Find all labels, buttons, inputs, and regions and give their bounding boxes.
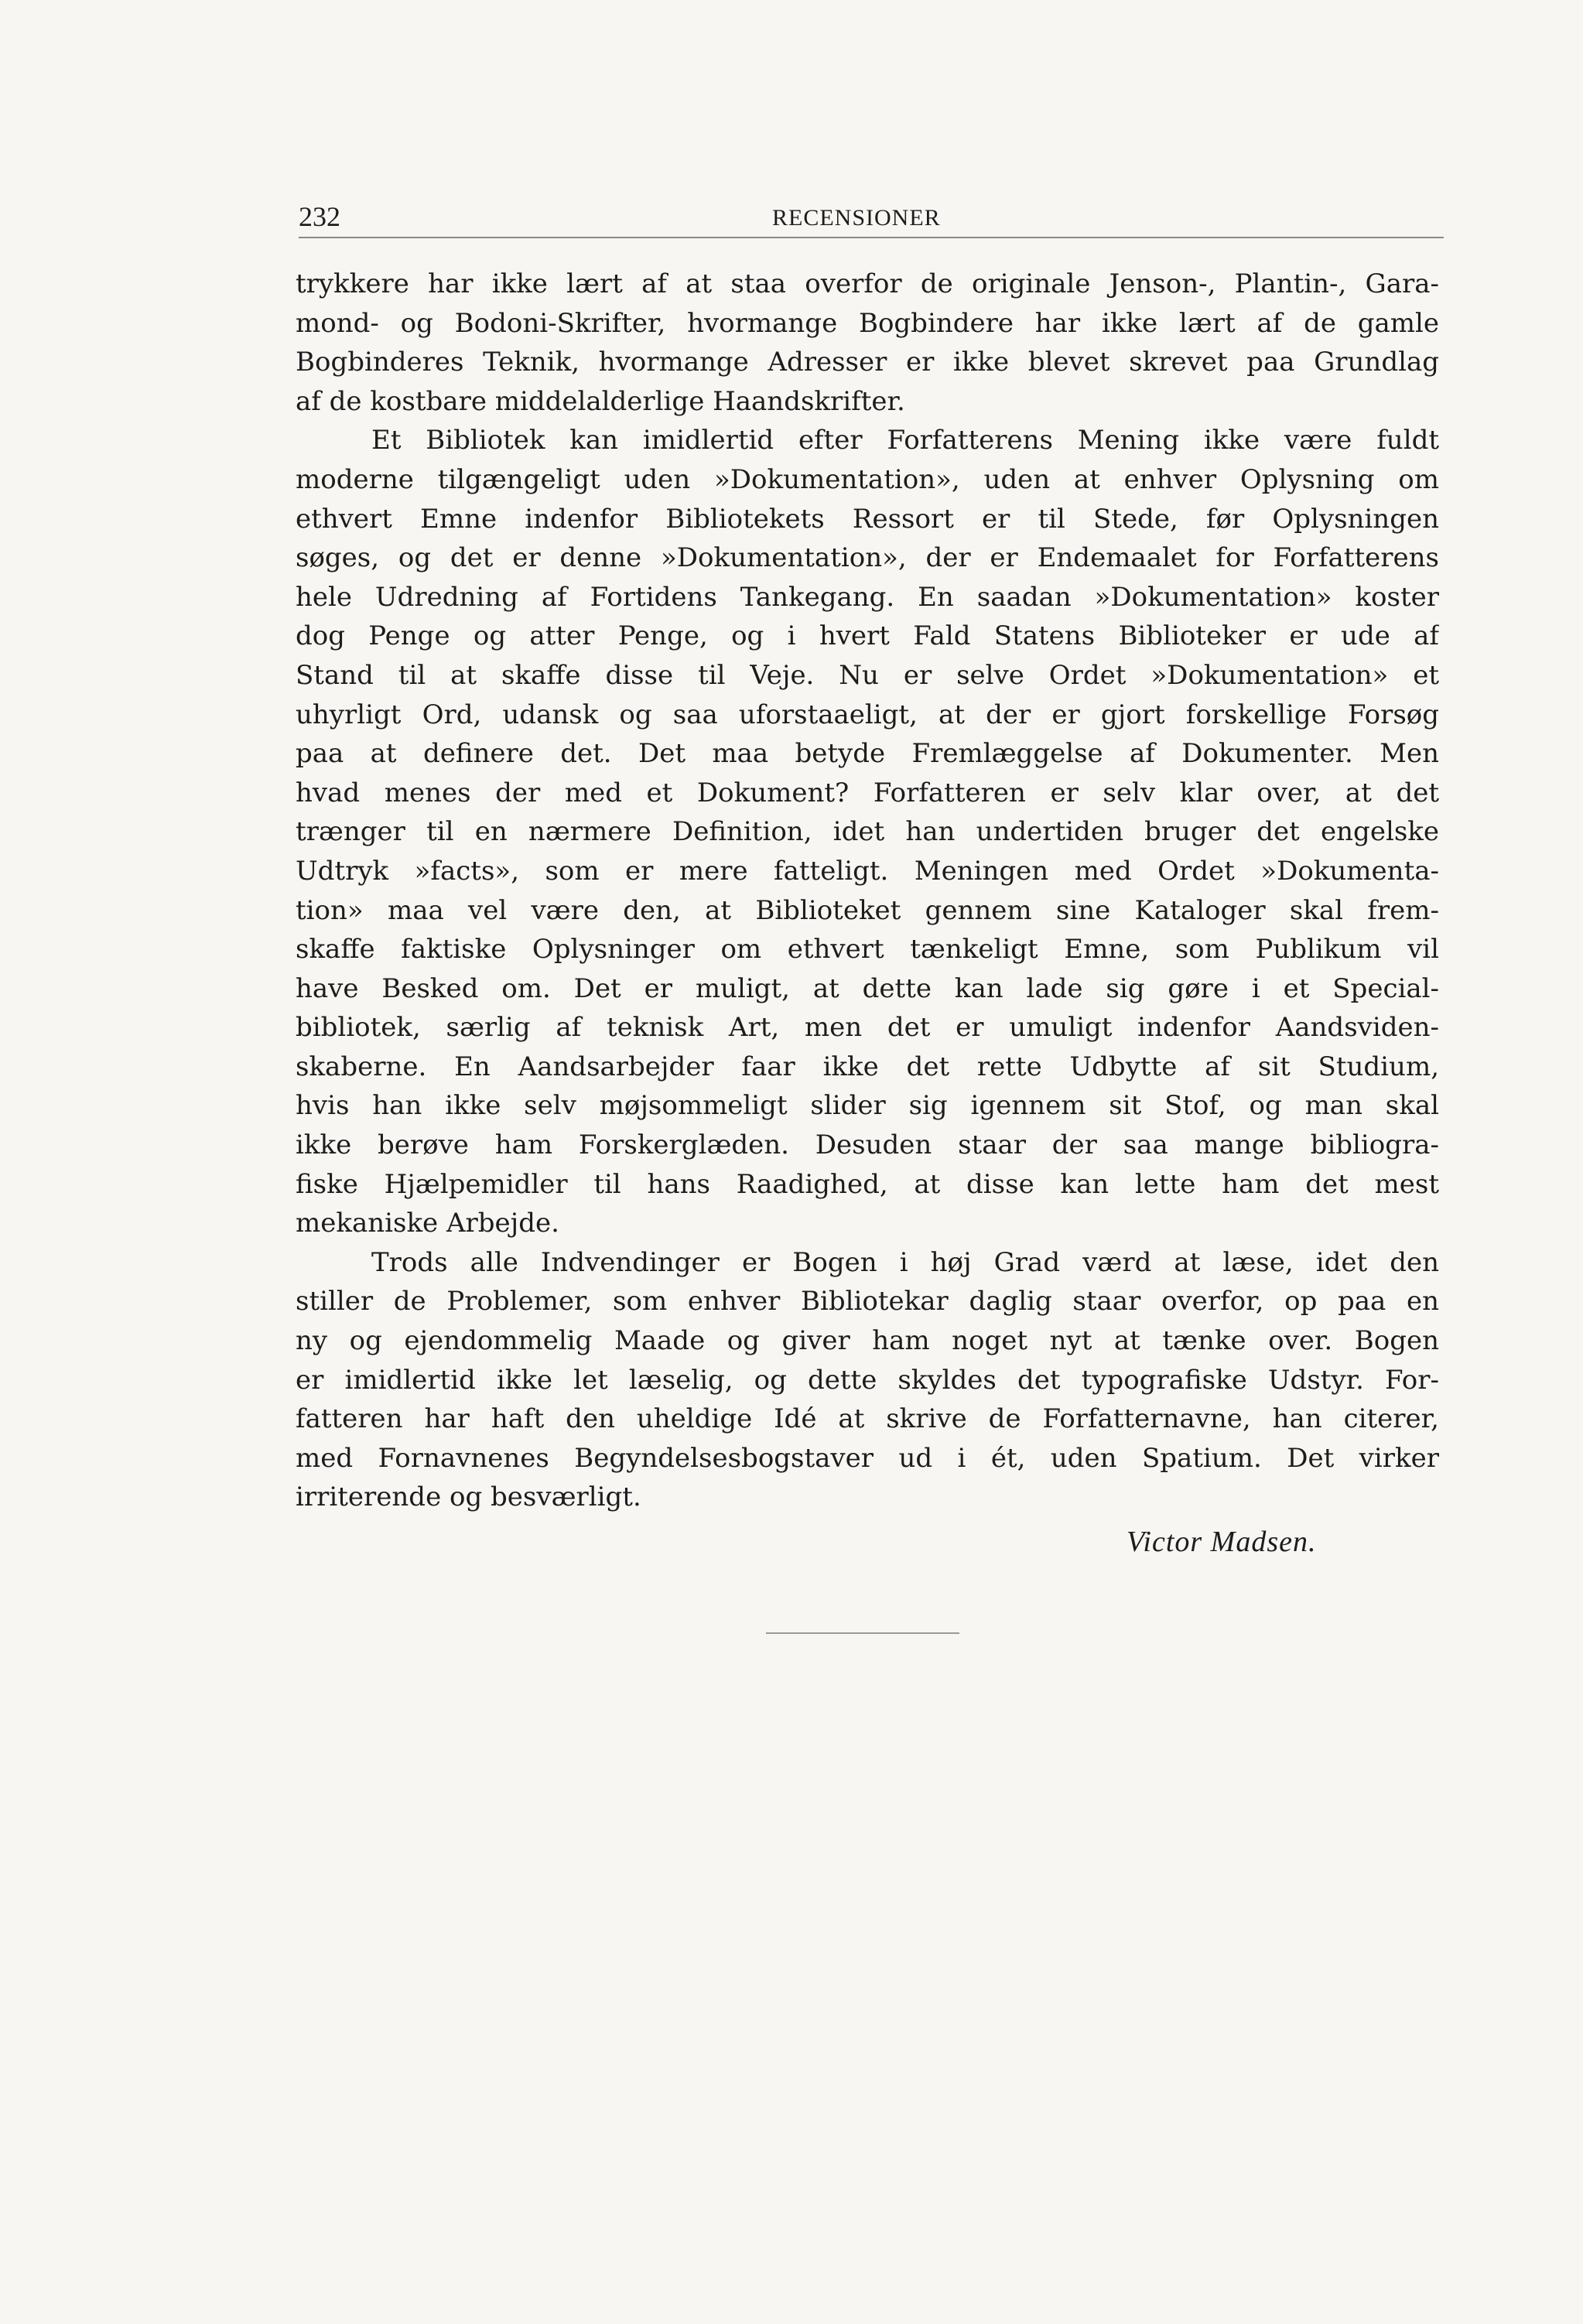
text-line: moderne tilgængeligt uden »Dokumentation», uden at enhver Oplysning om <box>296 463 1439 495</box>
text-line: tion» maa vel være den, at Biblioteket gennem sine Kataloger skal frem- <box>296 894 1439 926</box>
text-line: af de kostbare middelalderlige Haandskrifter. <box>296 385 905 417</box>
text-line: skaberne. En Aandsarbejder faar ikke det rette Udbytte af sit Studium, <box>296 1051 1439 1082</box>
text-line: fiske Hjælpemidler til hans Raadighed, at disse kan lette ham det mest <box>296 1168 1439 1200</box>
review-text <box>296 265 1439 1517</box>
text-line: have Besked om. Det er muligt, at dette kan lade sig gøre i et Special- <box>296 972 1439 1004</box>
page-number: 232 <box>299 201 340 232</box>
text-line: Udtryk »facts», som er mere fatteligt. Meningen med Ordet »Dokumenta- <box>296 855 1439 887</box>
text-line: er imidlertid ikke let læselig, og dette skyldes det typografiske Udstyr. For- <box>296 1364 1439 1396</box>
text-line: mond- og Bodoni-Skrifter, hvormange Bogbindere har ikke lært af de gamle <box>296 307 1439 339</box>
text-line: fatteren har haft den uheldige Idé at skrive de Forfatternavne, han citerer, <box>296 1403 1439 1435</box>
text-line: ny og ejendommelig Maade og giver ham noget nyt at tænke over. Bogen <box>296 1325 1439 1357</box>
text-line: søges, og det er denne »Dokumentation», der er Endemaalet for Forfatterens <box>296 542 1439 574</box>
text-line: med Fornavnenes Begyndelsesbogstaver ud i ét, uden Spatium. Det virker <box>296 1442 1439 1474</box>
text-line: dog Penge og atter Penge, og i hvert Fald Statens Biblioteker er ude af <box>296 620 1439 652</box>
text-line: hvad menes der med et Dokument? Forfatteren er selv klar over, at det <box>296 777 1439 808</box>
text-line: Bogbinderes Teknik, hvormange Adresser er ikke blevet skrevet paa Grundlag <box>296 347 1439 378</box>
text-line: hvis han ikke selv møjsommeligt slider sig igennem sit Stof, og man skal <box>296 1090 1439 1122</box>
text-line: hele Udredning af Fortidens Tankegang. En saadan »Dokumentation» koster <box>296 581 1439 613</box>
text-line: Trods alle Indvendinger er Bogen i høj Grad værd at læse, idet den <box>371 1246 1439 1278</box>
text-line: mekaniske Arbejde. <box>296 1208 559 1239</box>
end-rule <box>766 1632 959 1634</box>
author-signature: Victor Madsen. <box>1127 1526 1317 1558</box>
text-line: bibliotek, særlig af teknisk Art, men det er umuligt indenfor Aandsviden- <box>296 1012 1439 1044</box>
text-line: Stand til at skaffe disse til Veje. Nu er selve Ordet »Dokumentation» et <box>296 659 1439 691</box>
text-line: stiller de Problemer, som enhver Bibliotekar daglig staar overfor, op paa en <box>296 1286 1439 1318</box>
text-line: Et Bibliotek kan imidlertid efter Forfatterens Mening ikke være fuldt <box>371 425 1439 456</box>
text-line: skaffe faktiske Oplysninger om ethvert tænkeligt Emne, som Publikum vil <box>296 934 1439 965</box>
text-line: ethvert Emne indenfor Bibliotekets Ressort er til Stede, før Oplysningen <box>296 503 1439 535</box>
running-head: RECENSIONER <box>772 205 941 231</box>
text-line: irriterende og besværligt. <box>296 1482 641 1513</box>
text-line: trykkere har ikke lært af at staa overfor de originale Jenson-, Plantin-, Gara- <box>296 268 1439 299</box>
text-line: trænger til en nærmere Definition, idet han undertiden bruger det engelske <box>296 816 1439 848</box>
text-line: ikke berøve ham Forskerglæden. Desuden staar der saa mange bibliogra- <box>296 1130 1439 1161</box>
page-header <box>299 200 1444 238</box>
text-line: uhyrligt Ord, udansk og saa uforstaaeligt, at der er gjort forskellige Forsøg <box>296 699 1439 730</box>
text-line: paa at definere det. Det maa betyde Fremlæggelse af Dokumenter. Men <box>296 738 1439 770</box>
